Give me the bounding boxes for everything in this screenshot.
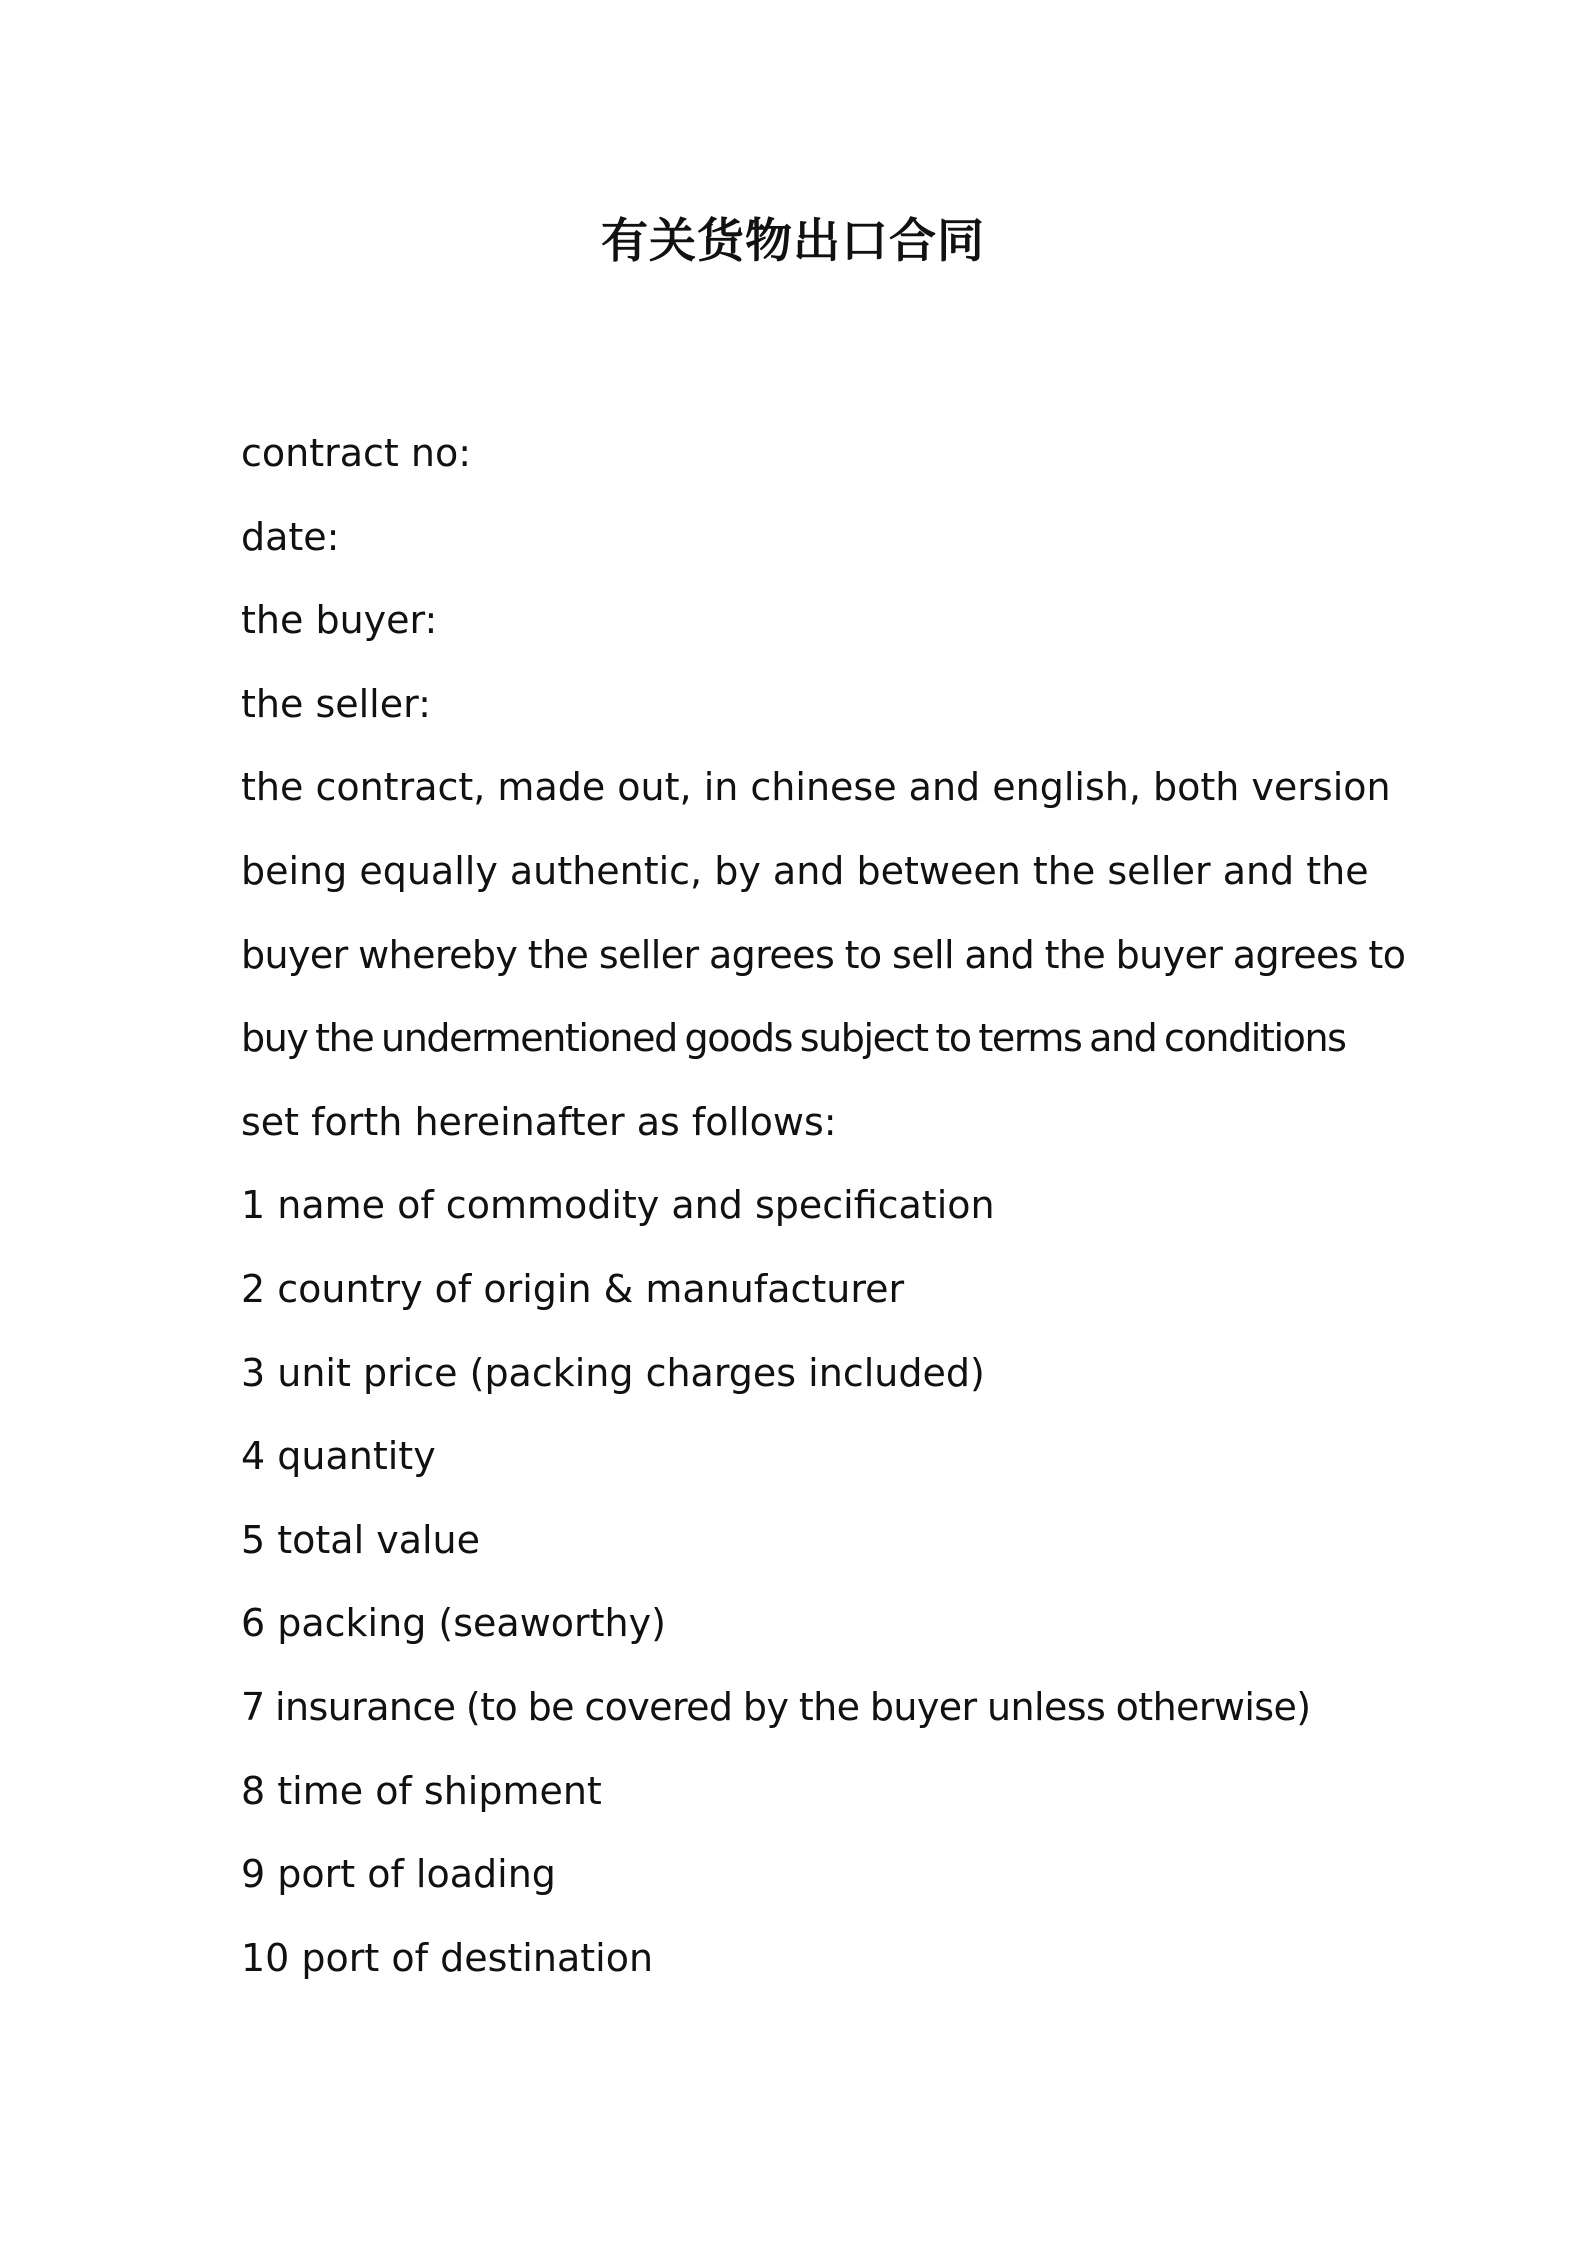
clause-item: 7 insurance (to be covered by the buyer unless otherwise) (241, 1684, 1311, 1729)
preamble-line: buy the undermentioned goods subject to terms and conditions (241, 1016, 1346, 1061)
clause-item: 2 country of origin & manufacturer (241, 1266, 905, 1311)
field-date: date: (241, 514, 340, 559)
preamble-line: set forth hereinafter as follows: (241, 1099, 837, 1144)
field-contract-no: contract no: (241, 431, 472, 475)
document-body (241, 412, 1406, 2000)
preamble-line: buyer whereby the seller agrees to sell and the buyer agrees to (241, 932, 1406, 977)
document-title: 有关货物出口合同 (601, 214, 985, 269)
clause-item: 5 total value (241, 1517, 481, 1562)
field-buyer: the buyer: (241, 598, 438, 643)
preamble-line: the contract, made out, in chinese and english, both version (241, 765, 1391, 810)
preamble-line: being equally authentic, by and between the seller and the (241, 848, 1369, 893)
clause-item: 6 packing (seaworthy) (241, 1601, 666, 1646)
field-seller: the seller: (241, 681, 431, 726)
clause-item: 3 unit price (packing charges included) (241, 1350, 985, 1395)
clause-item: 9 port of loading (241, 1852, 556, 1897)
clause-item: 8 time of shipment (241, 1768, 602, 1813)
clause-item: 10 port of destination (241, 1935, 654, 1980)
clause-item: 4 quantity (241, 1434, 436, 1479)
clause-item: 1 name of commodity and specification (241, 1183, 995, 1228)
